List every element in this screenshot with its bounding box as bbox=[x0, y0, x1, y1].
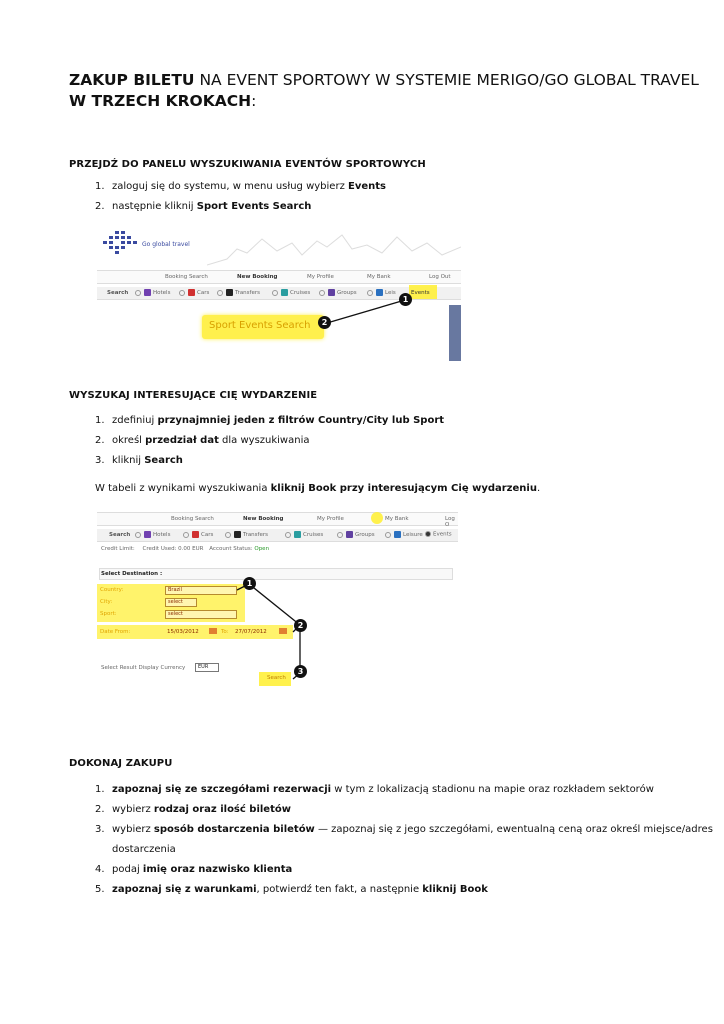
service-leisure[interactable]: Leisure bbox=[385, 531, 423, 538]
section1-heading: PRZEJDŹ DO PANELU WYSZUKIWANIA EVENTÓW SPORTOWYCH bbox=[69, 159, 426, 170]
menu-booking-search[interactable]: Booking Search bbox=[171, 516, 214, 522]
country-select[interactable]: Brazil bbox=[165, 586, 237, 595]
service-transfers[interactable]: Transfers bbox=[225, 531, 268, 538]
list-item: 2. następnie kliknij Sport Events Search bbox=[95, 201, 312, 212]
service-transfers[interactable]: Transfers bbox=[217, 289, 260, 296]
currency-label: Select Result Display Currency bbox=[101, 665, 186, 671]
results-note: W tabeli z wynikami wyszukiwania kliknij Book przy interesującym Cię wydarzeniu. bbox=[95, 483, 541, 494]
search-label: Search bbox=[107, 290, 129, 296]
title-bold-2: W TRZECH KROKACH bbox=[69, 92, 252, 110]
service-events[interactable]: Events bbox=[425, 531, 452, 538]
step-badge-1: 1 bbox=[399, 293, 412, 306]
menu-log-out[interactable]: Log O bbox=[445, 516, 455, 528]
menu-booking-search[interactable]: Booking Search bbox=[165, 274, 208, 280]
list-item: 1. zaloguj się do systemu, w menu usług wybierz Events bbox=[95, 181, 386, 192]
service-cars[interactable]: Cars bbox=[179, 289, 209, 296]
connector-lines bbox=[97, 508, 458, 704]
credit-used: Credit Used: 0.00 EUR bbox=[142, 546, 204, 552]
step-badge-1: 1 bbox=[243, 577, 256, 590]
document-title bbox=[69, 70, 699, 112]
menu-my-bank[interactable]: My Bank bbox=[385, 516, 409, 522]
screenshot-events-menu bbox=[97, 227, 461, 361]
menu-log-out[interactable]: Log Out bbox=[429, 274, 451, 280]
sport-select[interactable]: select bbox=[165, 610, 237, 619]
service-groups[interactable]: Groups bbox=[319, 289, 357, 296]
list-item: 4. podaj imię oraz nazwisko klienta bbox=[95, 864, 293, 875]
service-cars[interactable]: Cars bbox=[183, 531, 213, 538]
list-item: dostarczenia bbox=[112, 844, 176, 855]
search-label: Search bbox=[109, 532, 131, 538]
service-hotels[interactable]: Hotels bbox=[135, 289, 170, 296]
select-destination: Select Destination : bbox=[101, 571, 163, 577]
list-item: 2. określ przedział dat dla wyszukiwania bbox=[95, 435, 310, 446]
service-hotels[interactable]: Hotels bbox=[135, 531, 170, 538]
title-rest-2: : bbox=[251, 92, 257, 110]
list-item: 5. zapoznaj się z warunkami, potwierdź ten fakt, a następnie kliknij Book bbox=[95, 884, 488, 895]
city-select[interactable]: select bbox=[165, 598, 197, 607]
date-from-label: Date From: bbox=[100, 629, 131, 635]
account-status-label: Account Status: bbox=[209, 546, 253, 552]
menu-new-booking[interactable]: New Booking bbox=[237, 274, 278, 280]
menu-my-bank[interactable]: My Bank bbox=[367, 274, 391, 280]
list-item: 2. wybierz rodzaj oraz ilość biletów bbox=[95, 804, 291, 815]
list-item: 3. wybierz sposób dostarczenia biletów — zapoznaj się z jego szczegółami, ewentualną ceną oraz określ miejsce/adres bbox=[95, 824, 713, 835]
credit-limit: Credit Limit: bbox=[101, 546, 135, 552]
sport-events-search-link[interactable]: Sport Events Search bbox=[209, 320, 311, 331]
section3-heading: DOKONAJ ZAKUPU bbox=[69, 758, 173, 769]
list-item: 1. zdefiniuj przynajmniej jeden z filtrów Country/City lub Sport bbox=[95, 415, 445, 426]
date-to-label: To: bbox=[221, 629, 229, 635]
step-badge-2: 2 bbox=[318, 316, 331, 329]
service-cruises[interactable]: Cruises bbox=[285, 531, 323, 538]
service-events[interactable]: Events bbox=[411, 290, 430, 296]
menu-new-booking[interactable]: New Booking bbox=[243, 516, 284, 522]
service-leisure[interactable]: Leis bbox=[367, 289, 396, 296]
logo-text: Go global travel bbox=[142, 241, 190, 248]
currency-select[interactable]: EUR bbox=[195, 663, 219, 672]
section2-steps bbox=[95, 411, 444, 471]
list-item: 3. kliknij Search bbox=[95, 455, 183, 466]
account-status-value: Open bbox=[254, 546, 270, 552]
menu-my-profile[interactable]: My Profile bbox=[307, 274, 334, 280]
section1-steps bbox=[95, 177, 386, 217]
date-to-value[interactable]: 27/07/2012 bbox=[235, 629, 267, 635]
step-badge-2: 2 bbox=[294, 619, 307, 632]
title-bold-1: ZAKUP BILETU bbox=[69, 71, 195, 89]
sport-label: Sport: bbox=[100, 611, 117, 617]
step-badge-3: 3 bbox=[294, 665, 307, 678]
section3-steps bbox=[95, 780, 713, 900]
service-cruises[interactable]: Cruises bbox=[272, 289, 310, 296]
screenshot-search-form bbox=[97, 508, 458, 704]
city-label: City: bbox=[100, 599, 113, 605]
section2-heading: WYSZUKAJ INTERESUJĄCE CIĘ WYDARZENIE bbox=[69, 390, 318, 401]
title-rest-1: NA EVENT SPORTOWY W SYSTEMIE MERIGO/GO GLOBAL TRAVEL bbox=[194, 71, 699, 89]
date-from-value[interactable]: 15/03/2012 bbox=[167, 629, 199, 635]
service-groups[interactable]: Groups bbox=[337, 531, 375, 538]
search-button[interactable]: Search bbox=[267, 675, 286, 681]
menu-my-profile[interactable]: My Profile bbox=[317, 516, 344, 522]
country-label: Country: bbox=[100, 587, 124, 593]
list-item: 1. zapoznaj się ze szczegółami rezerwacji w tym z lokalizacją stadionu na mapie oraz rozkładem sektorów bbox=[95, 784, 654, 795]
